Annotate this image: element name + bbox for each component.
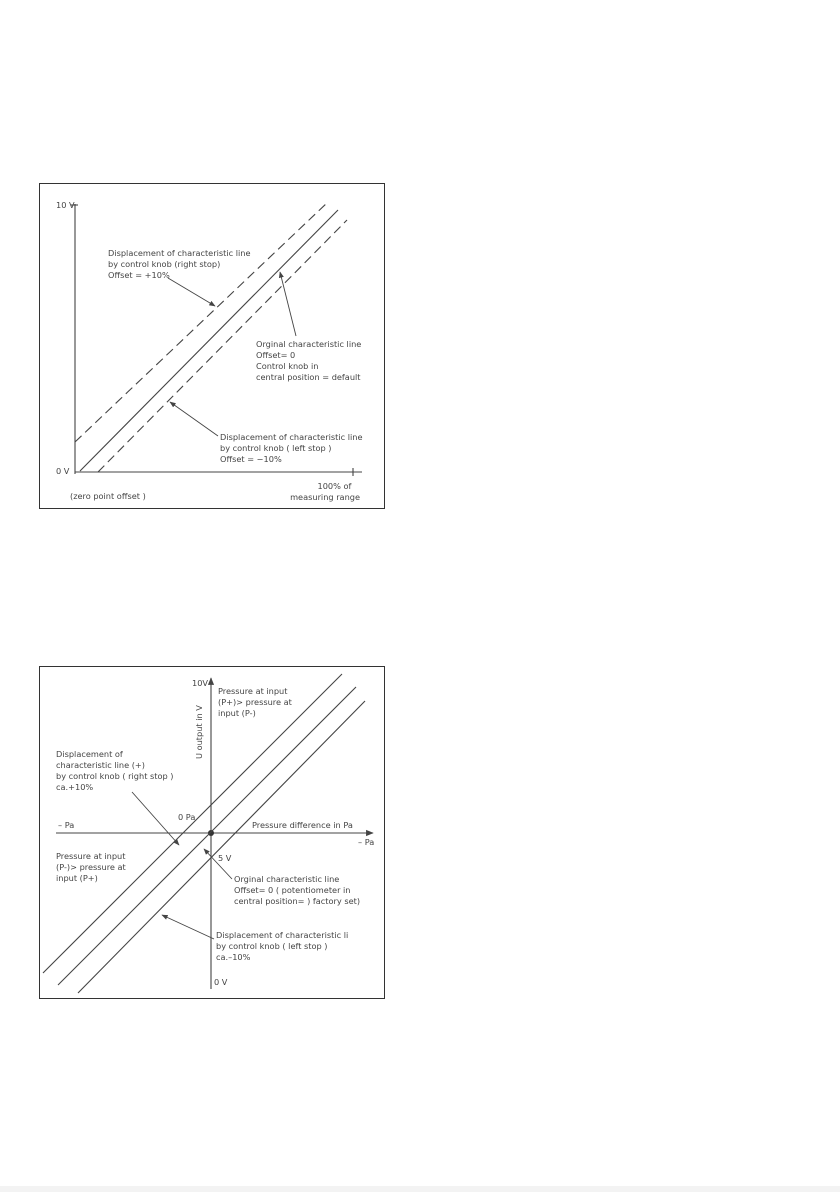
note-right-stop xyxy=(108,248,253,280)
note-line: Displacement of characteristic line xyxy=(108,248,251,258)
note-line: Pressure at input xyxy=(218,686,288,696)
note-line: Offset = +10% xyxy=(108,270,170,280)
pressure-diagram-frame xyxy=(39,666,385,999)
x-right-label-line: measuring range xyxy=(290,492,360,502)
note-line: central position= ) factory set) xyxy=(234,896,361,906)
note-line: input (P-) xyxy=(218,708,256,718)
note-lower-left xyxy=(56,851,128,883)
note-original xyxy=(256,339,364,382)
y-bottom-label: 0 V xyxy=(214,977,228,987)
note-line: Displacement of characteristic line xyxy=(220,432,363,442)
arrow-right-stop xyxy=(132,792,179,845)
note-line: Displacement of xyxy=(56,749,123,759)
note-original xyxy=(234,874,360,906)
note-line: (P+)> pressure at xyxy=(218,697,292,707)
note-line: by control knob ( right stop ) xyxy=(56,771,174,781)
note-upper-right xyxy=(218,686,294,718)
note-line: Pressure at input xyxy=(56,851,126,861)
arrow-left-stop xyxy=(170,402,218,436)
origin-point xyxy=(208,830,214,836)
note-line: Orginal characteristic line xyxy=(234,874,340,884)
note-line: (P-)> pressure at xyxy=(56,862,126,872)
x-left-label: – Pa xyxy=(58,820,75,830)
note-line: ca.–10% xyxy=(216,952,251,962)
y-bottom-label: 0 V xyxy=(56,466,70,476)
note-line: ca.+10% xyxy=(56,782,94,792)
page-bottom-band xyxy=(0,1186,840,1192)
note-line: input (P+) xyxy=(56,873,98,883)
x-left-label: (zero point offset ) xyxy=(70,491,146,501)
x-right-label: – Pa xyxy=(358,837,375,847)
note-line: Control knob in xyxy=(256,361,319,371)
center-voltage-label: 5 V xyxy=(218,853,232,863)
note-line: by control knob ( left stop ) xyxy=(216,941,328,951)
note-line: characteristic line (+) xyxy=(56,760,145,770)
offset-diagram-frame xyxy=(39,183,385,509)
arrow-left-stop xyxy=(162,915,214,939)
y-axis-title: U output in V xyxy=(194,705,204,759)
y-top-label: 10V xyxy=(192,678,209,688)
note-line: central position = default xyxy=(256,372,361,382)
arrow-right-stop xyxy=(168,278,215,306)
note-line: Offset = −10% xyxy=(220,454,282,464)
note-line: Offset= 0 ( potentiometer in xyxy=(234,885,351,895)
note-right-stop xyxy=(56,749,176,792)
line-right-stop xyxy=(75,202,328,442)
x-axis-title: Pressure difference in Pa xyxy=(252,820,353,830)
note-left-stop xyxy=(220,432,365,464)
y-top-label: 10 V xyxy=(56,200,75,210)
note-line: Displacement of characteristic li xyxy=(216,930,349,940)
offset-diagram-svg xyxy=(40,184,386,510)
x-right-label xyxy=(290,481,360,502)
note-line: Orginal characteristic line xyxy=(256,339,362,349)
note-line: by control knob (right stop) xyxy=(108,259,221,269)
note-line: Offset= 0 xyxy=(256,350,296,360)
origin-label: 0 Pa xyxy=(178,812,196,822)
pressure-diagram-svg xyxy=(40,667,386,1000)
note-line: by control knob ( left stop ) xyxy=(220,443,332,453)
arrow-original xyxy=(280,272,296,336)
x-right-label-line: 100% of xyxy=(317,481,352,491)
note-left-stop xyxy=(216,930,351,962)
